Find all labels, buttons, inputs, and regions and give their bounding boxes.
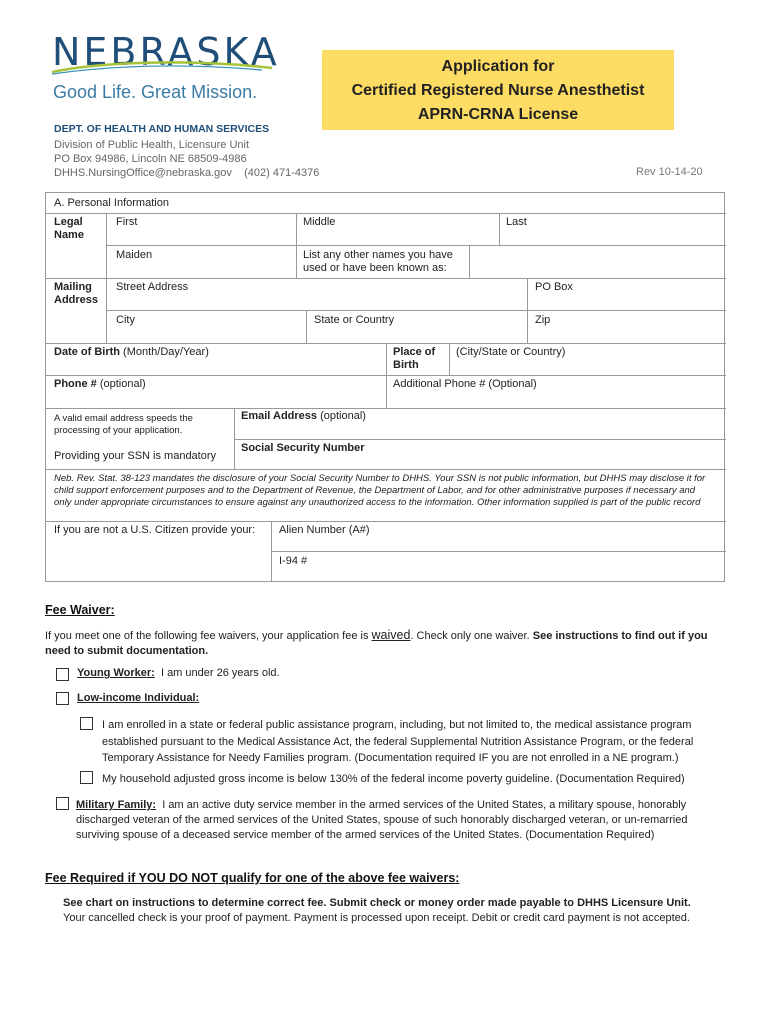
contact-email[interactable]: DHHS.NursingOffice@nebraska.gov (54, 167, 232, 179)
i94-field[interactable]: I-94 # (279, 555, 308, 567)
fee-waiver-heading: Fee Waiver: (45, 603, 115, 617)
nebraska-logo: NEBRASKA (52, 30, 280, 74)
title-line-2: Certified Registered Nurse Anesthetist (351, 82, 645, 99)
public-assistance-option: I am enrolled in a state or federal public assistance program, including, but not limited to, the medical assistance program established pursuant to the Medical Assistance Act, the federal Supplemental Nutrition Assistance Program, or the federal Temporary Assistance for Needy Families program. (Documentation required IF you are not enrolled in a NE program.) (102, 719, 694, 764)
title-line-3: APRN-CRNA License (417, 106, 579, 123)
department-name: DEPT. OF HEALTH AND HUMAN SERVICES (54, 123, 270, 135)
alien-number-field[interactable]: Alien Number (A#) (279, 524, 370, 536)
contact-phone: (402) 471-4376 (244, 167, 320, 179)
logo-swoosh-icon (52, 58, 272, 78)
fee-chart-instruction: See chart on instructions to determine correct fee. Submit check or money order made payable to DHHS Licensure Unit. (63, 897, 691, 909)
middle-name-field[interactable]: Middle (303, 216, 336, 228)
public-assistance-checkbox[interactable] (80, 717, 93, 730)
other-names-label: List any other names you have used or have been known as: (303, 249, 453, 274)
income-poverty-checkbox[interactable] (80, 771, 93, 784)
maiden-name-field[interactable]: Maiden (116, 249, 153, 261)
first-name-field[interactable]: First (116, 216, 138, 228)
young-worker-option: Young Worker: I am under 26 years old. (77, 667, 280, 679)
title-line-1: Application for (441, 58, 555, 75)
email-field[interactable]: Email Address (optional) (241, 410, 366, 422)
po-box-line: PO Box 94986, Lincoln NE 68509-4986 (54, 153, 247, 165)
income-poverty-option: My household adjusted gross income is below 130% of the federal income poverty guideline. (Documentation Required) (102, 773, 685, 785)
dob-field[interactable]: Date of Birth (Month/Day/Year) (54, 346, 209, 358)
phone-field[interactable]: Phone # (optional) (54, 378, 146, 390)
zip-field[interactable]: Zip (535, 314, 551, 326)
non-citizen-label: If you are not a U.S. Citizen provide your: (54, 524, 256, 536)
ssn-field[interactable]: Social Security Number (241, 442, 365, 454)
division-line: Division of Public Health, Licensure Unit (54, 139, 250, 151)
last-name-field[interactable]: Last (506, 216, 527, 228)
legal-name-label: Legal Name (54, 216, 84, 241)
payment-note: Your cancelled check is your proof of payment. Payment is processed upon receipt. Debit or credit card payment is not accepted. (63, 912, 690, 924)
low-income-label: Low-income Individual: (77, 692, 200, 704)
fee-waiver-intro: If you meet one of the following fee waivers, your application fee is waived. Check only one waiver. See instructions to find out if you need to submit documentation. (45, 628, 708, 657)
street-address-field[interactable]: Street Address (116, 281, 189, 293)
place-of-birth-label: Place of Birth (393, 346, 436, 371)
contact-line (54, 167, 319, 179)
fee-required-heading: Fee Required if YOU DO NOT qualify for one of the above fee waivers: (45, 871, 460, 885)
other-names-field[interactable] (476, 249, 716, 273)
po-box-field[interactable]: PO Box (535, 281, 573, 293)
personal-info-form (45, 192, 725, 582)
additional-phone-field[interactable]: Additional Phone # (Optional) (393, 378, 537, 390)
mailing-address-label: Mailing Address (54, 281, 99, 306)
city-field[interactable]: City (116, 314, 135, 326)
military-family-checkbox[interactable] (56, 797, 69, 810)
tagline: Good Life. Great Mission. (53, 82, 258, 102)
ssn-note: Providing your SSN is mandatory (54, 450, 217, 462)
form-title-box (322, 50, 674, 130)
state-country-field[interactable]: State or Country (314, 314, 395, 326)
ssn-legal-notice: Neb. Rev. Stat. 38-123 mandates the disclosure of your Social Security Number to DHHS. Your SSN is not public information, but DHHS may disclose it for child support enforcement purposes and to the Department of Revenue, the Department of Labor, and for other administrative purposes if necessary and only under appropriate circumstances to ensure against any unauthorized access to the information. Other information supplied is part of the public record (54, 473, 706, 508)
section-a-heading: A. Personal Information (54, 197, 169, 209)
revision-date: Rev 10-14-20 (636, 166, 703, 178)
low-income-checkbox[interactable] (56, 692, 69, 705)
military-family-option: Military Family: I am an active duty service member in the armed services of the United States, a military spouse, honorably discharged veteran of the armed services of the United States, spouse of such honorably discharged veteran, or un-remarried surviving spouse of a deceased service member of the armed services of the United States. (Documentation Required) (76, 799, 688, 841)
young-worker-checkbox[interactable] (56, 668, 69, 681)
place-of-birth-field[interactable]: (City/State or Country) (456, 346, 566, 358)
email-note: A valid email address speeds the processing of your application. (54, 413, 193, 436)
